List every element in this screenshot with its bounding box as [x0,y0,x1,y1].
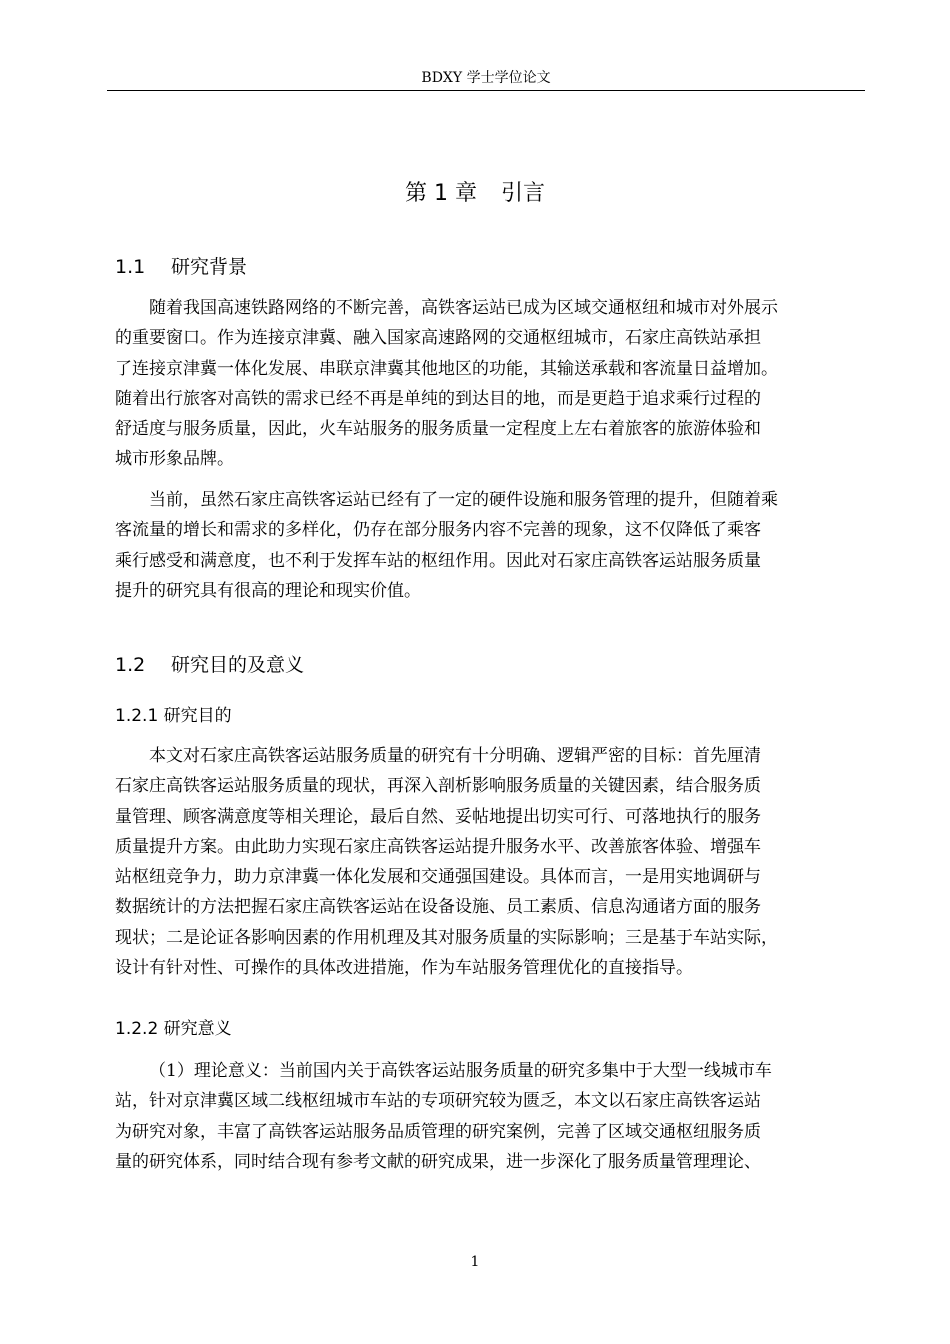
paragraph-line: 量的研究体系，同时结合现有参考文献的研究成果，进一步深化了服务质量管理理论、 [115,1151,761,1172]
chapter-number: 第 1 章 [405,181,477,206]
paragraph-line: 的重要窗口。作为连接京津冀、融入国家高速路网的交通枢纽城市，石家庄高铁站承担 [115,328,761,349]
chapter-title [0,176,950,212]
paragraph-line: 当前，虽然石家庄高铁客运站已经有了一定的硬件设施和服务管理的提升，但随着乘 [149,490,778,510]
paragraph-line: 为研究对象，丰富了高铁客运站服务品质管理的研究案例，完善了区域交通枢纽服务质 [115,1121,761,1142]
section-heading [115,651,304,679]
page-number: 1 [470,1254,480,1270]
section-heading [115,253,247,281]
paragraph-line: 提升的研究具有很高的理论和现实价值。 [115,580,421,601]
paragraph-line: （1）理论意义：当前国内关于高铁客运站服务质量的研究多集中于大型一线城市车 [149,1061,772,1081]
paragraph-line: 本文对石家庄高铁客运站服务质量的研究有十分明确、逻辑严密的目标：首先厘清 [149,746,761,766]
section-title: 研究背景 [171,256,248,278]
paragraph-line: 数据统计的方法把握石家庄高铁客运站在设备设施、员工素质、信息沟通诸方面的服务 [115,897,761,918]
paragraph-line: 随着我国高速铁路网络的不断完善，高铁客运站已成为区域交通枢纽和城市对外展示 [149,298,778,318]
paragraph-line: 站，针对京津冀区域二线枢纽城市车站的专项研究较为匮乏，本文以石家庄高铁客运站 [115,1091,761,1112]
subsection-heading: 1.2.2 研究意义 [115,1019,232,1039]
paragraph [115,485,875,606]
subsection-heading: 1.2.1 研究目的 [115,706,232,726]
paragraph-line: 质量提升方案。由此助力实现石家庄高铁客运站提升服务水平、改善旅客体验、增强车 [115,836,761,857]
section-number: 1.1 [115,256,146,278]
paragraph [115,293,875,475]
section-number: 1.2 [115,654,146,676]
paragraph-line: 随着出行旅客对高铁的需求已经不再是单纯的到达目的地，而是更趋于追求乘行过程的 [115,388,761,409]
paragraph-line: 设计有针对性、可操作的具体改进措施，作为车站服务管理优化的直接指导。 [115,958,693,979]
paragraph [115,1056,875,1177]
paragraph-line: 了连接京津冀一体化发展、串联京津冀其他地区的功能，其输送承载和客流量日益增加。 [115,358,778,379]
paragraph-line: 量管理、顾客满意度等相关理论，最后自然、妥帖地提出切实可行、可落地执行的服务 [115,806,761,827]
paragraph [115,741,875,983]
section-title: 研究目的及意义 [171,654,305,676]
chapter-name: 引言 [500,181,545,206]
paragraph-line: 城市形象品牌。 [115,449,234,470]
paragraph-line: 客流量的增长和需求的多样化，仍存在部分服务内容不完善的现象，这不仅降低了乘客 [115,520,761,541]
paragraph-line: 石家庄高铁客运站服务质量的现状，再深入剖析影响服务质量的关键因素，结合服务质 [115,776,761,797]
paragraph-line: 乘行感受和满意度，也不利于发挥车站的枢纽作用。因此对石家庄高铁客运站服务质量 [115,550,761,571]
paragraph-line: 舒适度与服务质量，因此，火车站服务的服务质量一定程度上左右着旅客的旅游体验和 [115,419,761,440]
paragraph-line: 站枢纽竞争力，助力京津冀一体化发展和交通强国建设。具体而言，一是用实地调研与 [115,867,761,888]
paragraph-line: 现状；二是论证各影响因素的作用机理及其对服务质量的实际影响；三是基于车站实际， [115,927,778,948]
running-header: BDXY 学士学位论文 [107,68,865,91]
